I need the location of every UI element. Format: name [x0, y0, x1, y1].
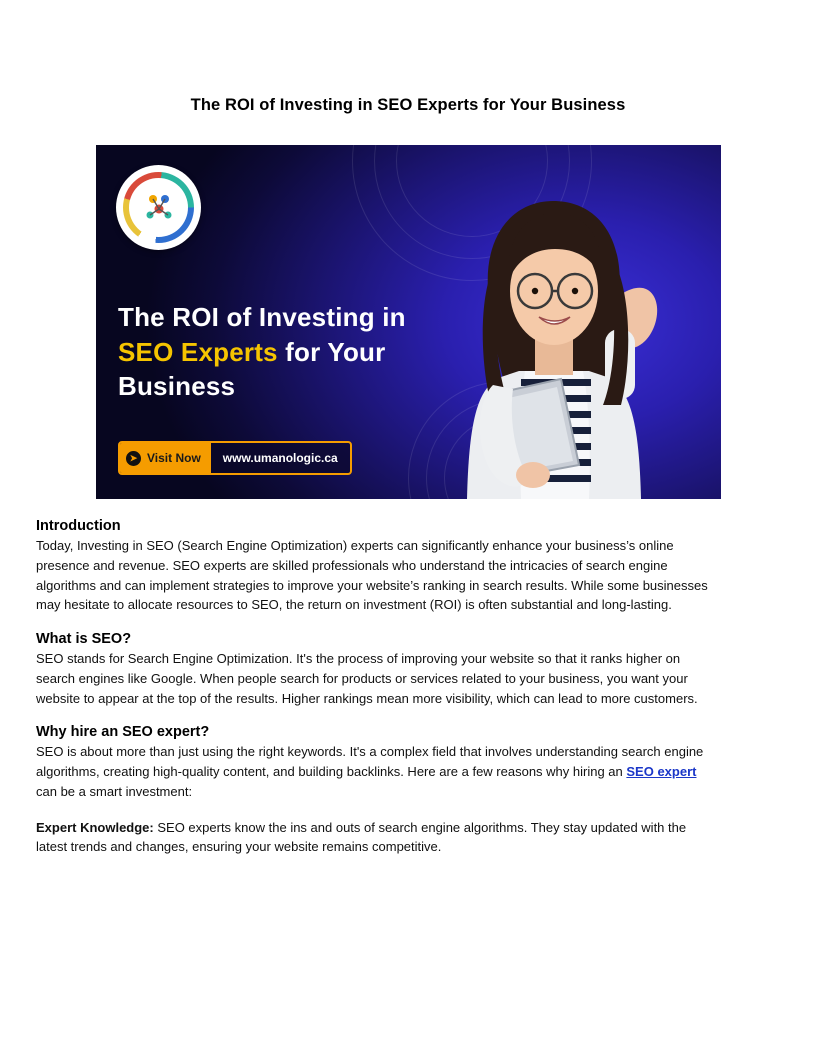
callout-text: SEO experts know the ins and outs of search engine algorithms. They stay updated with the latest trends and changes, ensuring your website remains competitive.	[36, 819, 687, 855]
callout-term: Expert Knowledge:	[36, 819, 154, 835]
paragraph-text-after-link: can be a smart investment:	[36, 783, 193, 799]
hero-heading-line1: The ROI of Investing in	[118, 302, 406, 332]
arrow-right-icon: ➤	[126, 451, 141, 466]
section-paragraph: Today, Investing in SEO (Search Engine Optimization) experts can significantly enhance your business’s online presence and revenue. SEO experts are skilled professionals who understand the intricacies of search engine algorithms and can implement strategies to improve your website’s ranking in search results. While some businesses may hesitate to allocate resources to SEO, the return on investment (ROI) is often substantial and long-lasting.	[36, 538, 708, 613]
seo-expert-link[interactable]: SEO expert	[626, 764, 697, 779]
section-heading: What is SEO?	[36, 631, 132, 647]
section-heading: Why hire an SEO expert?	[36, 724, 210, 741]
hero-heading-accent: SEO Experts	[118, 336, 278, 367]
visit-now-button[interactable]	[120, 443, 211, 473]
page-title: The ROI of Investing in SEO Experts for Your Business	[190, 96, 626, 114]
section-why-hire-seo-expert	[36, 724, 720, 801]
hero-heading	[118, 300, 538, 404]
hero-heading-line3: Business	[118, 371, 236, 402]
section-introduction	[36, 518, 720, 615]
section-heading: Introduction	[36, 518, 121, 534]
logo-glyph-icon	[116, 165, 201, 250]
callout-expert-knowledge	[36, 818, 720, 858]
article-content	[36, 518, 720, 873]
callout-paragraph	[36, 818, 720, 858]
visit-now-label: Visit Now	[147, 451, 201, 465]
section-paragraph: SEO stands for Search Engine Optimization. It's the process of improving your website so that it ranks higher on search engines like Google. When people search for products or services related to your business, you want your website to appear at the top of the results. Higher rankings mean more visibility, which can lead to more customers.	[36, 651, 698, 706]
hero-cta[interactable]	[118, 441, 352, 475]
section-paragraph	[36, 742, 720, 801]
section-what-is-seo	[36, 631, 720, 708]
paragraph-text-before-link: SEO is about more than just using the right keywords. It's a complex field that involves understanding search engine algorithms, creating high-quality content, and building backlinks. Here are a few reasons why hiring an	[36, 744, 704, 779]
hero-heading-line2-rest: for Your	[277, 336, 386, 367]
hero-banner	[96, 145, 721, 499]
website-url[interactable]: www.umanologic.ca	[222, 451, 338, 465]
brand-logo	[116, 165, 201, 250]
